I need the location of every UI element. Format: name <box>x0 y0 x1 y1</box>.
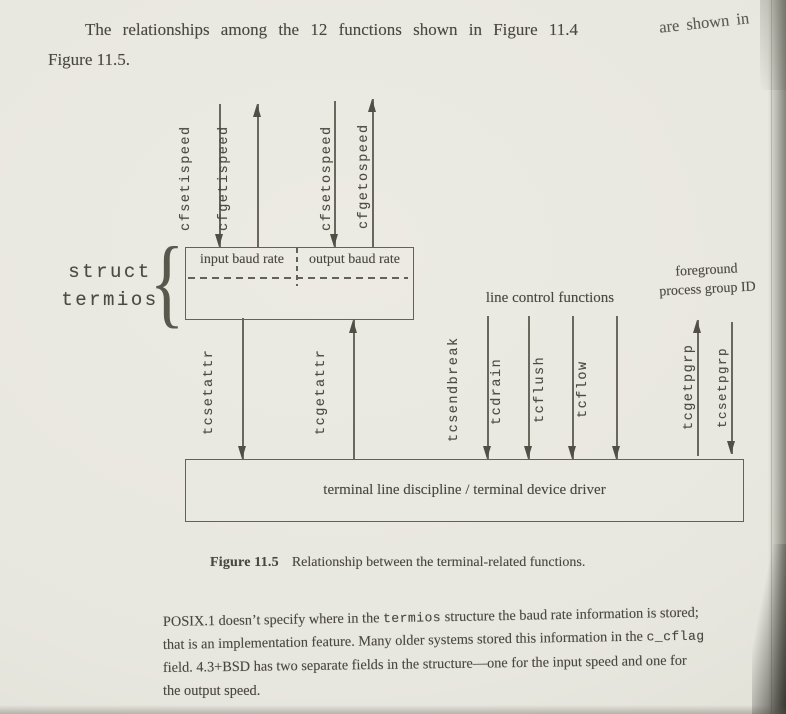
note-line-1 <box>163 605 699 631</box>
arrowhead-up-icon <box>368 99 376 112</box>
function-label-tcdrain: tcdrain <box>490 357 505 425</box>
arrow-tcsetattr <box>242 318 244 459</box>
arrowhead-up-icon <box>349 320 357 333</box>
function-label-tcsendbreak: tcsendbreak <box>447 336 462 442</box>
figure-caption <box>210 555 585 571</box>
arrowhead-down-icon <box>568 446 576 459</box>
function-label-tcflush: tcflush <box>533 355 548 423</box>
left-brace: { <box>149 226 185 337</box>
function-label-tcgetpgrp: tcgetpgrp <box>682 343 697 430</box>
function-label-tcsetattr: tcsetattr <box>202 348 217 435</box>
note-line-3: field. 4.3+BSD has two separate fields in the structure—one for the input speed and one for <box>162 652 687 676</box>
function-label-cfsetispeed: cfsetispeed <box>179 125 194 231</box>
note-line-2-code: c_cflag <box>646 628 705 645</box>
terminal-driver-box <box>185 459 744 522</box>
arrowhead-up-icon <box>693 320 701 333</box>
arrow-tcflush <box>572 316 574 459</box>
termios-struct-box <box>185 247 414 320</box>
arrowhead-up-icon <box>253 104 261 117</box>
terminal-driver-box-label: terminal line discipline / terminal device driver <box>323 482 606 498</box>
function-label-tcgetattr: tcgetattr <box>314 348 329 435</box>
intro-paragraph-line1-tail: are shown in <box>658 8 751 37</box>
note-line-4: the output speed. <box>163 683 261 699</box>
intro-paragraph-line2: Figure 11.5. <box>48 50 131 69</box>
page-edge-shadow-bottom-right <box>752 544 786 714</box>
intro-paragraph-line1: The relationships among the 12 functions shown in Figure 11.4 <box>85 20 578 39</box>
arrow-cfgetispeed <box>257 104 259 247</box>
function-label-cfgetispeed: cfgetispeed <box>217 125 232 231</box>
dashed-divider-vertical <box>296 248 298 286</box>
arrow-tcgetattr <box>353 320 355 459</box>
arrowhead-down-icon <box>238 446 246 459</box>
note-line-2 <box>163 628 705 654</box>
arrowhead-down-icon <box>483 446 491 459</box>
struct-termios-label <box>58 258 162 314</box>
note-line-1-text-after: structure the baud rate information is stored; <box>441 604 699 626</box>
arrow-tcflow <box>616 316 618 459</box>
arrowhead-down-icon <box>215 234 223 247</box>
figure-caption-text: Relationship between the terminal-related functions. <box>291 555 586 570</box>
output-baud-rate-field: output baud rate <box>309 252 400 267</box>
foreground-process-group-label-line2: process group ID <box>658 279 757 300</box>
note-line-1-text: POSIX.1 doesn’t specify where in the <box>162 610 384 630</box>
note-line-1-code: termios <box>382 610 442 627</box>
function-label-tcflow: tcflow <box>576 360 591 418</box>
line-control-functions-label: line control functions <box>485 290 615 306</box>
arrowhead-down-icon <box>330 234 338 247</box>
page-edge-shadow-top-right <box>760 0 786 90</box>
struct-termios-label-line1: struct <box>68 261 152 283</box>
figure-caption-number: Figure 11.5 <box>210 555 279 570</box>
arrowhead-down-icon <box>612 446 620 459</box>
note-line-2-text: that is an implementation feature. Many older systems stored this information in the <box>162 628 647 653</box>
function-label-tcsetpgrp: tcsetpgrp <box>716 346 730 428</box>
input-baud-rate-field: input baud rate <box>200 252 284 267</box>
arrowhead-down-icon <box>524 446 532 459</box>
function-label-cfsetospeed: cfsetospeed <box>320 125 335 231</box>
struct-termios-label-line2: termios <box>61 289 159 311</box>
function-label-cfgetospeed: cfgetospeed <box>357 123 372 229</box>
arrow-tcdrain <box>528 316 530 459</box>
page-edge-shadow-bottom <box>0 705 786 714</box>
dashed-divider-horizontal <box>188 277 408 279</box>
foreground-process-group-label-line1: foreground <box>675 261 738 280</box>
arrowhead-down-icon <box>727 441 735 454</box>
foreground-process-group-label <box>647 258 767 302</box>
